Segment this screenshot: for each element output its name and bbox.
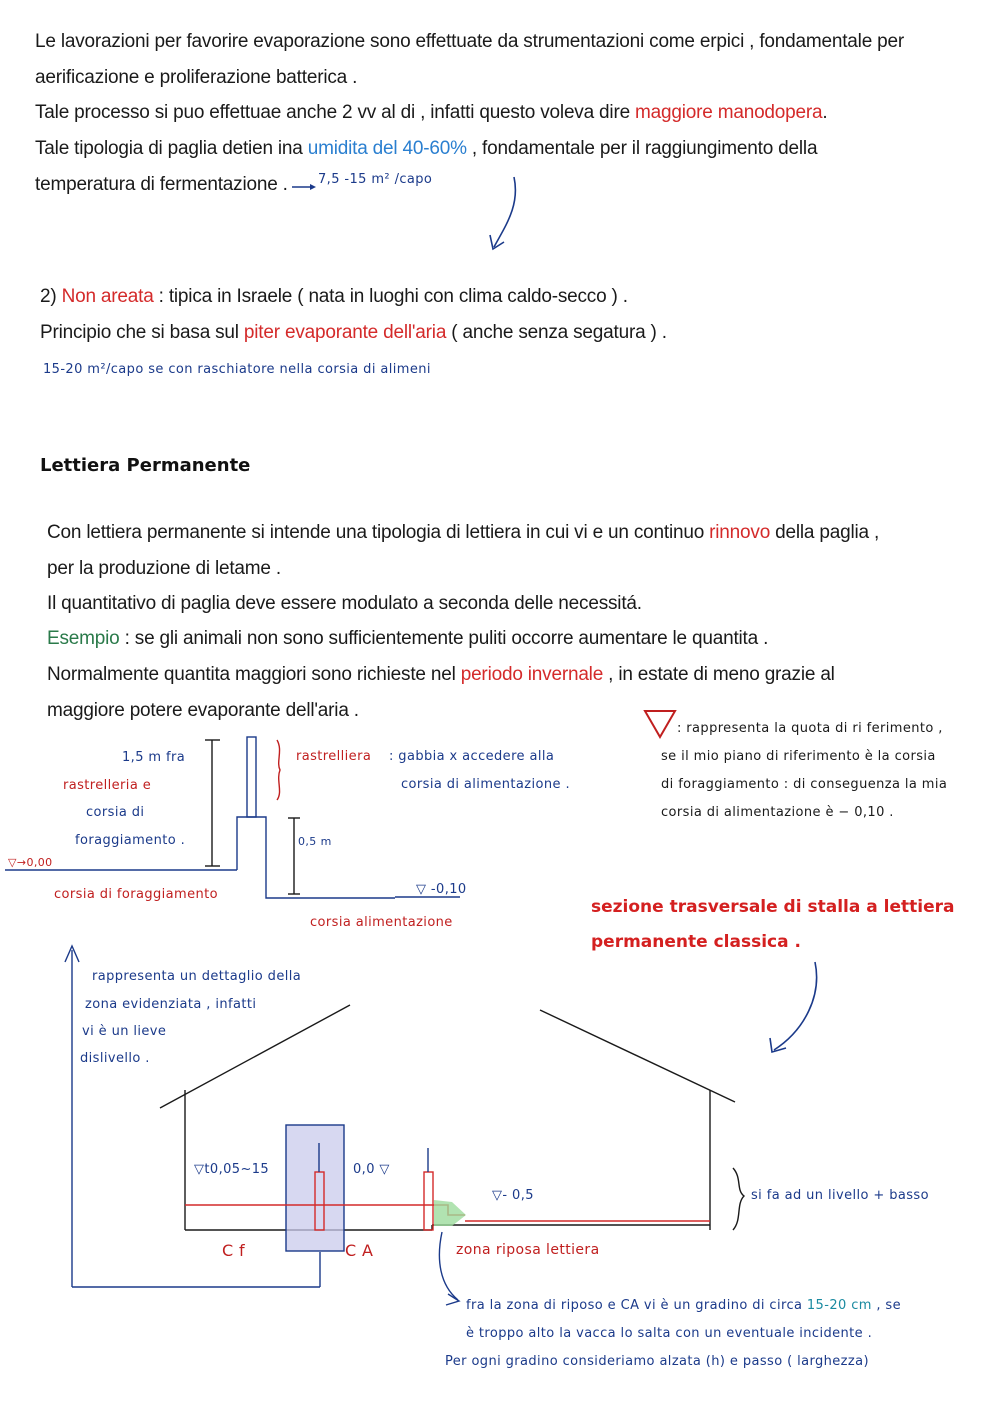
distance-label-1: 1,5 m fra bbox=[122, 750, 186, 765]
legend-line-3: di foraggiamento : di conseguenza la mia bbox=[661, 777, 948, 792]
level-left: ▽→0,00 bbox=[8, 856, 53, 869]
para1-line2: aerificazione e proliferazione batterica . bbox=[35, 67, 358, 88]
section-line4: Esempio : se gli animali non sono sufficientemente puliti occorre aumentare le quantita . bbox=[47, 628, 769, 649]
legend-line-4: corsia di alimentazione è − 0,10 . bbox=[661, 805, 894, 820]
para1-line3: Tale processo si puo effettuae anche 2 vv al di , infatti questo voleva dire maggiore manodopera. bbox=[35, 102, 828, 123]
level-label-b: 0,0 ▽ bbox=[353, 1162, 390, 1177]
rastrelliera-label: rastrelliera bbox=[296, 749, 372, 764]
step-note-2: è troppo alto la vacca lo salta con un eventuale incidente . bbox=[466, 1326, 873, 1341]
area-note-2: 15-20 m²/capo se con raschiatore nella corsia di alimeni bbox=[43, 362, 431, 377]
lower-level-note: si fa ad un livello + basso bbox=[751, 1188, 929, 1203]
diagram-caption-line2: permanente classica . bbox=[591, 932, 801, 952]
section-line5: Normalmente quantita maggiori sono richieste nel periodo invernale , in estate di meno grazie al bbox=[47, 664, 835, 685]
level-right: ▽ -0,10 bbox=[416, 882, 467, 897]
rastrelliera-desc-2: corsia di alimentazione . bbox=[401, 777, 570, 792]
ca-label: C A bbox=[345, 1241, 374, 1260]
distance-label-4: foraggiamento . bbox=[75, 833, 186, 848]
para2-line2: Principio che si basa sul piter evaporante dell'aria ( anche senza segatura ) . bbox=[40, 322, 667, 343]
section-line6: maggiore potere evaporante dell'aria . bbox=[47, 700, 359, 721]
detail-note-2: zona evidenziata , infatti bbox=[85, 997, 257, 1012]
para1-line1: Le lavorazioni per favorire evaporazione sono effettuate da strumentazioni come erpici , fondamentale per bbox=[35, 31, 905, 52]
height-label: 0,5 m bbox=[298, 835, 332, 848]
legend-line-2: se il mio piano di riferimento è la corsia bbox=[661, 749, 936, 764]
curved-arrow-icon bbox=[490, 177, 515, 249]
corsia-foraggiamento-label: corsia di foraggiamento bbox=[54, 887, 219, 902]
distance-label-2: rastrelleria e bbox=[63, 778, 152, 793]
para1-line5: temperatura di fermentazione . bbox=[35, 174, 288, 195]
step-note-1: fra la zona di riposo e CA vi è un gradino di circa 15-20 cm , se bbox=[466, 1298, 901, 1313]
distance-label-3: corsia di bbox=[86, 805, 145, 820]
legend-line-1: : rappresenta la quota di ri ferimento , bbox=[677, 721, 943, 736]
cf-label: C f bbox=[222, 1241, 246, 1260]
detail-note-4: dislivello . bbox=[80, 1051, 150, 1066]
level-label-c: ▽- 0,5 bbox=[492, 1188, 534, 1203]
corsia-alimentazione-label: corsia alimentazione bbox=[310, 915, 453, 930]
section-line2: per la produzione di letame . bbox=[47, 558, 281, 579]
level-label-a: ▽t0,05~15 bbox=[194, 1162, 270, 1177]
detail-note-3: vi è un lieve bbox=[82, 1024, 167, 1039]
step-note-3: Per ogni gradino consideriamo alzata (h) e passo ( larghezza) bbox=[445, 1354, 869, 1369]
para1-line4: Tale tipologia di paglia detien ina umidita del 40-60% , fondamentale per il raggiungimento della bbox=[35, 138, 818, 159]
arrow-small-icon bbox=[292, 184, 316, 190]
area-note-1: 7,5 -15 m² /capo bbox=[318, 172, 433, 187]
section-line1: Con lettiera permanente si intende una tipologia di lettiera in cui vi e un continuo rinnovo della paglia , bbox=[47, 522, 880, 543]
zona-riposo-label: zona riposa lettiera bbox=[456, 1242, 600, 1258]
detail-note-1: rappresenta un dettaglio della bbox=[92, 969, 302, 984]
diagram-caption-line1: sezione trasversale di stalla a lettiera bbox=[591, 897, 955, 917]
reference-triangle-icon bbox=[645, 711, 675, 737]
para2-line1: 2) Non areata : tipica in Israele ( nata in luoghi con clima caldo-secco ) . bbox=[40, 286, 628, 307]
section-line3: Il quantitativo di paglia deve essere modulato a seconda delle necessitá. bbox=[47, 593, 642, 614]
rastrelliera-desc-1: : gabbia x accedere alla bbox=[389, 749, 555, 764]
section-heading: Lettiera Permanente bbox=[40, 455, 251, 476]
